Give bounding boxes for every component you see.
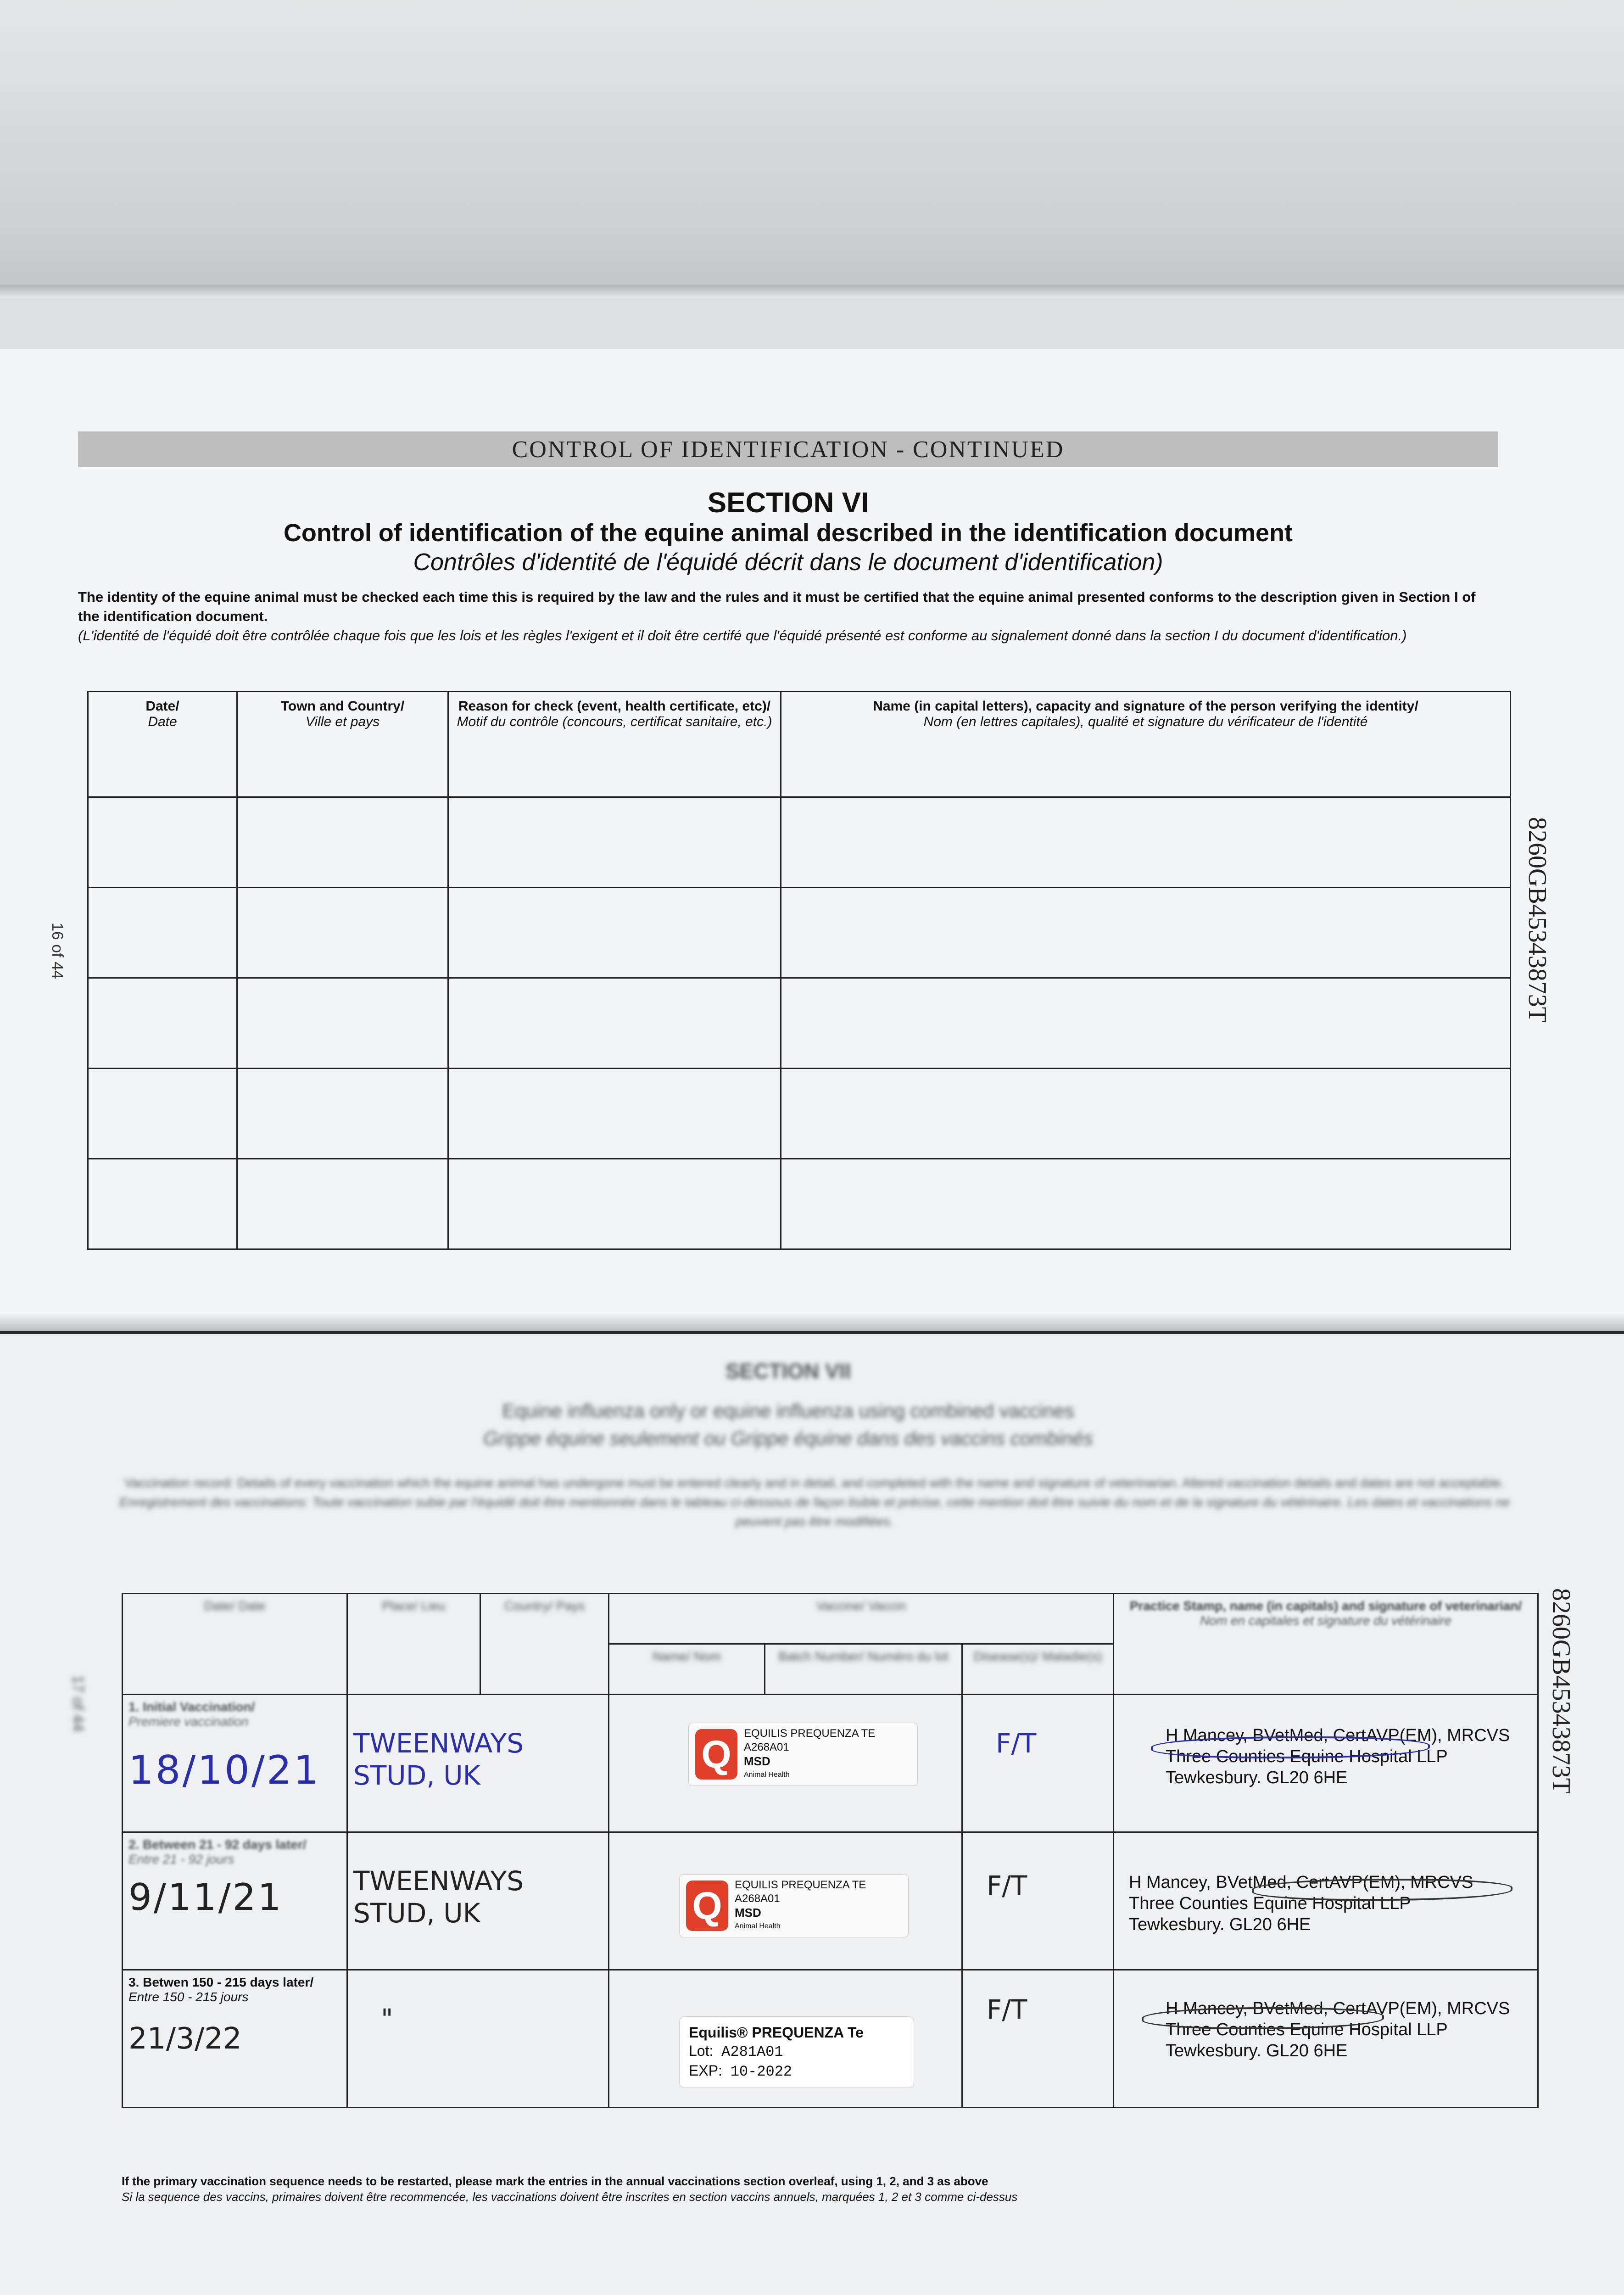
- scan-background: [0, 0, 1624, 298]
- vacc-stamp-cell: [1114, 1695, 1538, 1832]
- section-vii-title: SECTION VII: [725, 1359, 851, 1383]
- vaccination-header-row: [123, 1594, 1538, 1644]
- handwritten-place: ": [381, 2003, 393, 2034]
- handwritten-place: TWEENWAYS STUD, UK: [353, 1865, 524, 1929]
- handwritten-date: 18/10/21: [128, 1747, 321, 1793]
- vet-stamp: H Mancey, BVetMed, CertAVP(EM), MRCVS Three Counties Equine Hospital LLP Tewkesbury. GL20 6HE: [1129, 1873, 1473, 1934]
- col-name-signature: Name (in capital letters), capacity and signature of the person verifying the identity/ Nom (en lettres capitales), qualité et signature du vérificateur de l'identité: [781, 692, 1511, 797]
- section-vii-subtitle: Equine influenza only or equine influenza using combined vaccines: [502, 1400, 1074, 1422]
- col-vacc-vaccine: Vaccine/ Vaccin: [609, 1594, 1114, 1644]
- passport-id-lower: 8260GB45343873T: [1547, 1588, 1575, 1794]
- table-row: [88, 1069, 1511, 1159]
- handwritten-date: 21/3/22: [128, 2022, 242, 2056]
- handwritten-disease: F/T: [996, 1728, 1037, 1759]
- vaccination-row-2: [123, 1832, 1538, 1970]
- handwritten-disease: F/T: [987, 1870, 1027, 1901]
- table-row: [88, 978, 1511, 1069]
- vaccination-row-3: [123, 1970, 1538, 2108]
- vacc-disease-cell: [962, 1695, 1114, 1832]
- vaccination-table: [122, 1593, 1539, 2108]
- section-subtitle-fr: Contrôles d'identité de l'équidé décrit dans le document d'identification): [413, 549, 1163, 576]
- col-vacc-vet: Practice Stamp, name (in capitals) and signature of veterinarian/ Nom en capitales et signature du vétérinaire: [1114, 1594, 1538, 1695]
- vacc-place-cell: [347, 1970, 609, 2108]
- table-row: [88, 888, 1511, 978]
- handwritten-place: TWEENWAYS STUD, UK: [353, 1728, 524, 1791]
- col-vacc-country: Country/ Pays: [480, 1594, 609, 1695]
- vacc-place-cell: [347, 1695, 609, 1832]
- footer-note: [122, 2173, 1537, 2205]
- passport-id-upper: 8260GB45343873T: [1523, 817, 1551, 1023]
- vacc-vaccine-cell: [609, 1832, 962, 1970]
- col-vacc-date: Date/ Date: [123, 1594, 347, 1695]
- vaccine-sticker: Q EQUILIS PREQUENZA TE A268A01 MSD Animal Health: [688, 1723, 918, 1786]
- section-banner: [78, 431, 1498, 467]
- col-reason: Reason for check (event, health certificate, etc)/ Motif du contrôle (concours, certificat sanitaire, etc.): [448, 692, 781, 797]
- equilis-logo: Q: [686, 1881, 728, 1931]
- vaccine-sticker: Equilis® PREQUENZA Te Lot: A281A01 EXP: 10-2022: [679, 2016, 914, 2088]
- col-town-country: Town and Country/ Ville et pays: [237, 692, 448, 797]
- footer-en: If the primary vaccination sequence needs to be restarted, please mark the entries in the annual vaccinations section overleaf, using 1, 2, and 3 as above: [122, 2174, 988, 2188]
- table-row: [88, 1159, 1511, 1249]
- identification-check-table: [87, 691, 1511, 1250]
- intro-fr: (L'identité de l'équidé doit être contrôlée chaque fois que les lois et les règles l'exigent et il doit être certifé que l'équidé présenté est conforme au signalement donné dans la section I du document d'identification.): [78, 627, 1407, 644]
- table-row: [88, 797, 1511, 888]
- handwritten-disease: F/T: [987, 1994, 1027, 2025]
- vaccination-note: [115, 1473, 1514, 1531]
- col-vacc-disease: Disease(s)/ Maladie(s): [962, 1644, 1114, 1695]
- col-vacc-name: Name/ Nom: [609, 1644, 765, 1695]
- vacc-stamp-cell: [1114, 1832, 1538, 1970]
- col-date: Date/ Date: [88, 692, 237, 797]
- handwritten-date: 9/11/21: [128, 1876, 283, 1919]
- vacc-date-cell: 2. Between 21 - 92 days later/ Entre 21 - 92 jours 9/11/21: [123, 1832, 347, 1970]
- vacc-vaccine-cell: [609, 1695, 962, 1832]
- intro-en: The identity of the equine animal must be checked each time this is required by the law and the rules and it must be certified that the equine animal presented conforms to the description given in Section I of the identification document.: [78, 589, 1476, 624]
- vacc-date-cell: 1. Initial Vaccination/ Premiere vaccination 18/10/21: [123, 1695, 347, 1832]
- vacc-place-cell: [347, 1832, 609, 1970]
- msd-logo: MSD: [735, 1906, 761, 1920]
- vacc-stamp-cell: [1114, 1970, 1538, 2108]
- intro-text: [78, 588, 1498, 645]
- col-vacc-batch: Batch Number/ Numéro du lot: [765, 1644, 962, 1695]
- vet-stamp: H Mancey, BVetMed, CertAVP(EM), MRCVS Three Counties Equine Hospital LLP Tewkesbury. GL20 6HE: [1166, 1726, 1510, 1787]
- vaccination-note-fr: Enregistrement des vaccinations: Toute vaccination subie par l'équidé doit être mentionnée dans le tableau ci-dessous de façon lisible et précise, cette mention doit être suivie du nom et de la signature du vétérinaire. Les dates et vaccinations ne peuvent pas être modifiées.: [119, 1495, 1510, 1528]
- vacc-disease-cell: [962, 1970, 1114, 2108]
- vet-signature: [1151, 1736, 1430, 1758]
- vaccine-sticker: Q EQUILIS PREQUENZA TE A268A01 MSD Animal Health: [679, 1874, 909, 1937]
- vet-signature: [1142, 2007, 1384, 2029]
- vacc-vaccine-cell: [609, 1970, 962, 2108]
- section-title: SECTION VI: [707, 487, 869, 519]
- vacc-date-cell: 3. Betwen 150 - 215 days later/ Entre 150 - 215 jours 21/3/22: [123, 1970, 347, 2108]
- section-subtitle: Control of identification of the equine animal described in the identification document: [283, 519, 1293, 547]
- equilis-logo: Q: [695, 1729, 737, 1780]
- banner-text: CONTROL OF IDENTIFICATION - CONTINUED: [512, 436, 1065, 463]
- vacc-disease-cell: [962, 1832, 1114, 1970]
- vaccination-note-en: Vaccination record: Details of every vaccination which the equine animal has undergone must be entered clearly and in detail, and completed with the name and signature of veterinarian. Altered vaccination details and dates are not acceptable.: [124, 1476, 1505, 1490]
- vet-stamp: H Mancey, BVetMed, CertAVP(EM), MRCVS Three Counties Equine Hospital LLP Tewkesbury. GL20 6HE: [1166, 1999, 1510, 2060]
- footer-fr: Si la sequence des vaccins, primaires doivent être recommencée, les vaccinations doivent être inscrites en section vaccins annuels, marquées 1, 2 et 3 comme ci-dessus: [122, 2190, 1018, 2204]
- msd-logo: MSD: [744, 1754, 770, 1768]
- table-header-row: [88, 692, 1511, 797]
- section-vii-subtitle-fr: Grippe équine seulement ou Grippe équine dans des vaccins combinés: [483, 1427, 1093, 1449]
- page-number-upper: 16 of 44: [49, 923, 66, 979]
- vet-signature: [1252, 1879, 1512, 1901]
- vaccination-row-1: [123, 1695, 1538, 1832]
- page-number-lower: 17 of 44: [69, 1675, 87, 1732]
- col-vacc-place: Place/ Lieu: [347, 1594, 480, 1695]
